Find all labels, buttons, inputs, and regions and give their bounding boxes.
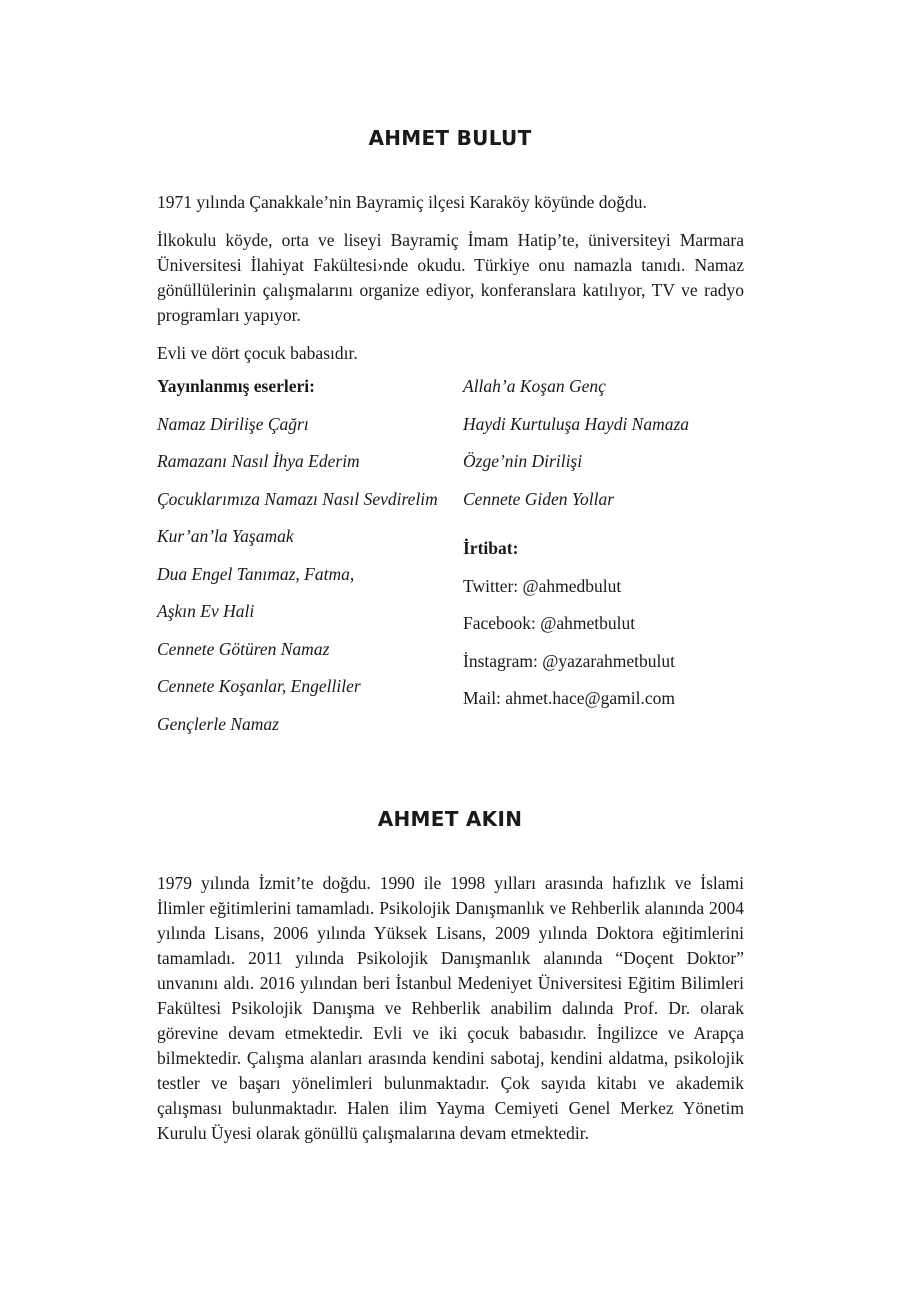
contact-facebook: Facebook: @ahmetbulut — [463, 613, 636, 633]
work-item: Dua Engel Tanımaz, Fatma, — [157, 563, 355, 584]
work-item: Aşkın Ev Hali — [157, 601, 255, 621]
work-item: Haydi Kurtuluşa Haydi Namaza — [463, 413, 690, 434]
works-right-column — [463, 374, 744, 524]
contact-heading: İrtibat: — [463, 538, 519, 558]
author2-bio: 1979 yılında İzmit’te doğdu. 1990 ile 1998 yılları arasında hafızlık ve İslami İlimler eğitimlerini tamamladı. Psikolojik Danışmanlık ve Rehberlik alanında 2004 yılında Lisans, 2006 yılında Yüksek Lisans, 2009 yılında Doktora eğitimlerini tamamladı. 2011 yılında Psikolojik Danışmanlık alanında “Doçent Doktor” unvanını aldı. 2016 yılından beri İstanbul Medeniyet Üniversitesi Eğitim Bilimleri Fakültesi Psikolojik Danışma ve Rehberlik anabilim dalında Prof. Dr. olarak görevine devam etmektedir. Evli ve iki çocuk babasıdır. İngilizce ve Arapça bilmektedir. Çalışma alanları arasında kendini sabotaj, kendini aldatma, psikolojik testler ve başarı yönelimleri bulunmaktadır. Çok sayıda kitabı ve akademik çalışması bulunmaktadır. Halen ilim Yayma Cemiyeti Genel Merkez Yönetim Kurulu Üyesi olarak gönüllü çalışmalarına devam etmektedir. — [157, 873, 744, 1143]
work-item: Allah’a Koşan Genç — [463, 376, 606, 396]
work-item: Gençlerle Namaz — [157, 713, 279, 734]
work-item: Namaz Dirilişe Çağrı — [157, 413, 309, 434]
author1-name: AHMET BULUT — [368, 126, 532, 150]
work-item: Cennete Götüren Namaz — [157, 638, 330, 659]
contact-section — [463, 536, 744, 724]
contact-twitter: Twitter: @ahmedbulut — [463, 575, 622, 596]
author2-name: AHMET AKIN — [377, 807, 523, 831]
work-item: Çocuklarımıza Namazı Nasıl Sevdirelim — [157, 488, 438, 509]
author1-family: Evli ve dört çocuk babasıdır. — [157, 343, 358, 363]
contact-instagram: İnstagram: @yazarahmetbulut — [463, 650, 675, 671]
author1-bio-paragraph: İlkokulu köyde, orta ve liseyi Bayramiç İmam Hatip’te, üniversiteyi Marmara Üniversitesi İlahiyat Fakültesi›nde okudu. Türkiye onu namazla tanıdı. Namaz gönüllülerinin çalışmalarını organize ediyor, konferanslara katılıyor, TV ve radyo programları yapıyor. — [157, 230, 744, 325]
works-left-column — [157, 374, 457, 749]
works-heading: Yayınlanmış eserleri: — [157, 376, 315, 396]
work-item: Kur’an’la Yaşamak — [157, 526, 294, 546]
work-item: Özge’nin Dirilişi — [463, 451, 583, 471]
work-item: Cennete Koşanlar, Engelliler — [157, 676, 361, 696]
contact-mail: Mail: ahmet.hace@gamil.com — [463, 688, 675, 708]
author1-bio-line1: 1971 yılında Çanakkale’nin Bayramiç ilçesi Karaköy köyünde doğdu. — [157, 192, 647, 212]
work-item: Ramazanı Nasıl İhya Ederim — [157, 451, 360, 471]
work-item: Cennete Giden Yollar — [463, 488, 615, 509]
